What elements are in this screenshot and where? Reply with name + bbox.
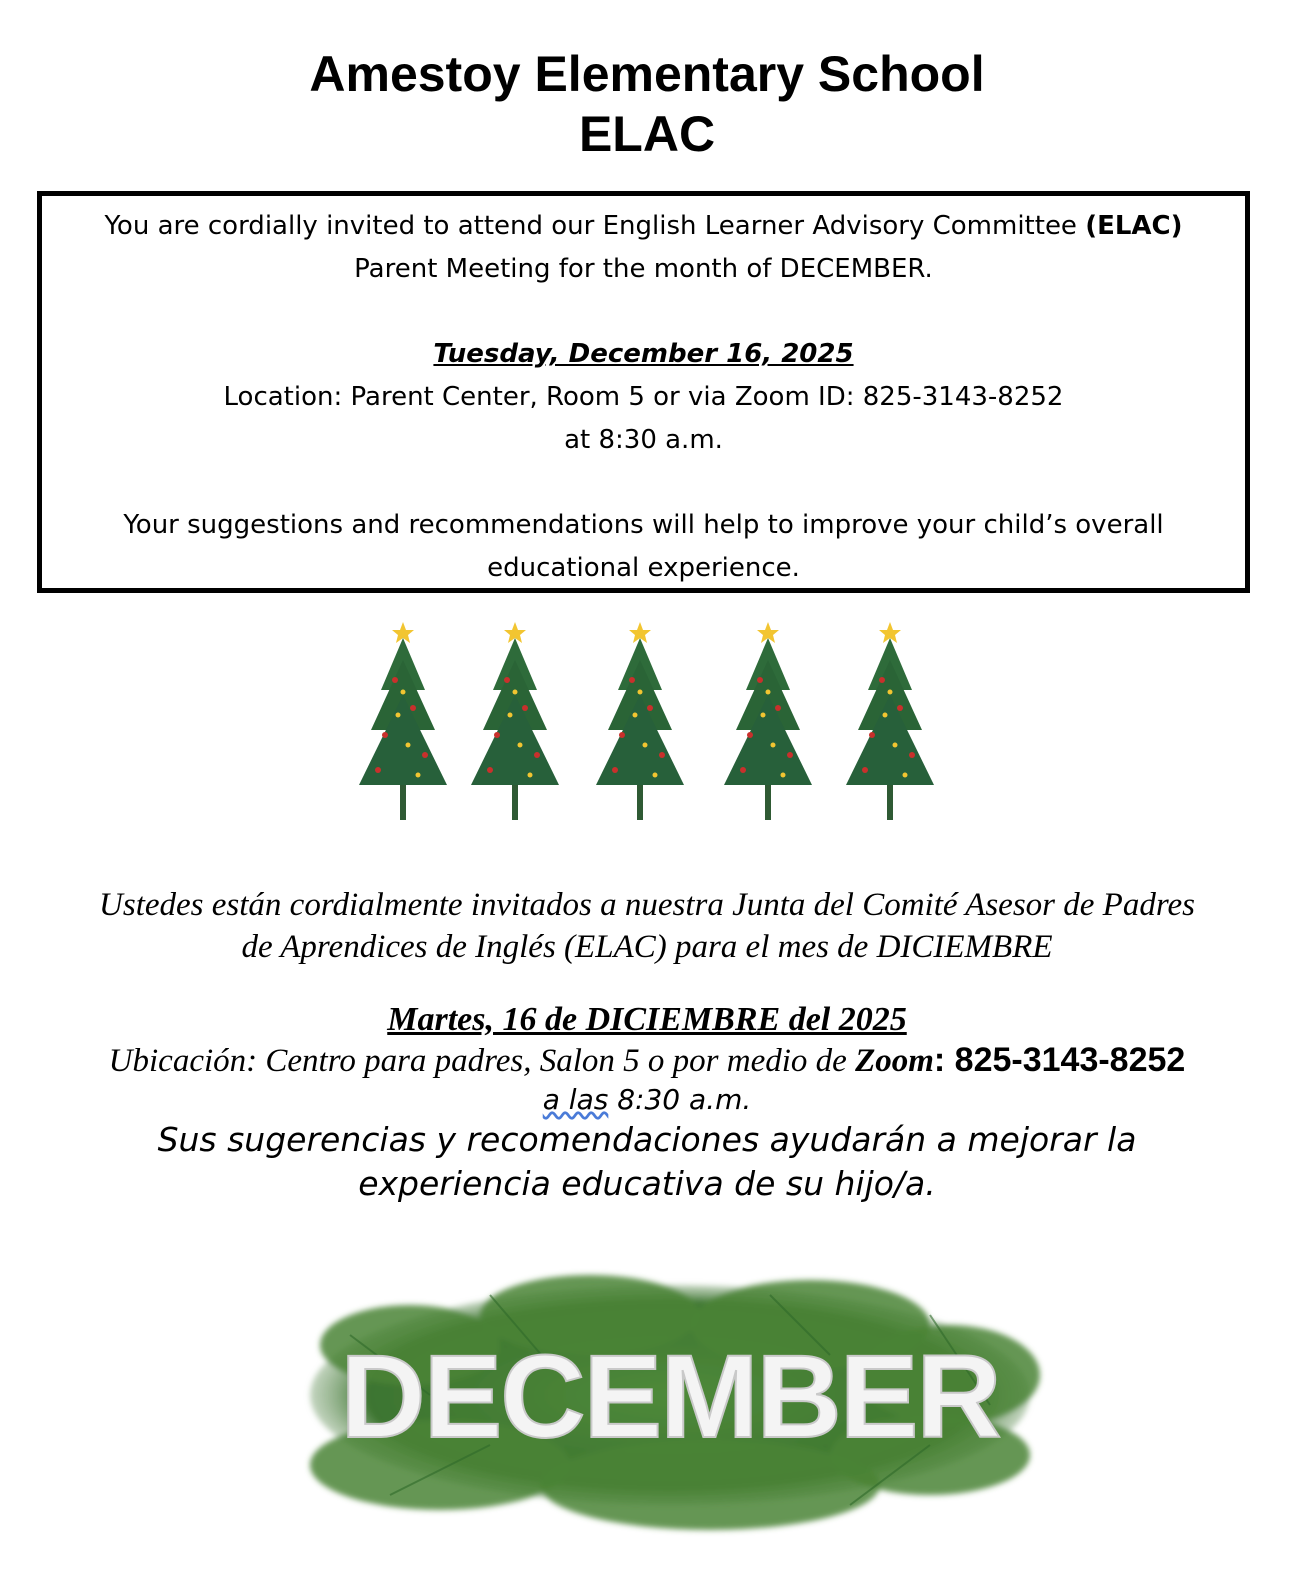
closing-line-1-en: Your suggestions and recommendations will help to improve your child’s overall <box>123 510 1164 540</box>
invitation-box-english <box>37 191 1250 593</box>
tree-icon-1 <box>359 622 447 820</box>
time-es-value: 8:30 a.m. <box>608 1083 752 1116</box>
meeting-location-es: Ubicación: Centro para padres, Salon 5 o por medio de Zoom: 825-3143-8252 <box>108 1041 1186 1079</box>
december-banner-text: DECEMBER <box>340 1331 1000 1463</box>
tree-icon-5 <box>846 622 934 820</box>
invite-es-line-2: de Aprendices de Inglés (ELAC) para el mes de DICIEMBRE <box>241 929 1053 965</box>
meeting-location-en: Location: Parent Center, Room 5 or via Zoom ID: 825-3143-8252 <box>223 382 1064 412</box>
christmas-trees-illustration <box>340 600 960 820</box>
committee-name: ELAC <box>578 106 716 162</box>
zoom-label-es: Zoom <box>855 1043 934 1079</box>
closing-es <box>0 1118 1294 1206</box>
closing-line-2-en: educational experience. <box>487 553 800 583</box>
elac-bold: (ELAC) <box>1085 211 1183 241</box>
school-name: Amestoy Elementary School <box>309 46 985 102</box>
december-banner-image <box>290 1255 1050 1555</box>
meeting-time-en: at 8:30 a.m. <box>564 425 723 455</box>
invite-line-2: Parent Meeting for the month of DECEMBER. <box>354 254 933 284</box>
meeting-time-es <box>0 1080 1294 1120</box>
tree-icon-4 <box>724 622 812 820</box>
invite-line-1: You are cordially invited to attend our English Learner Advisory Committee (ELAC) <box>104 211 1183 241</box>
closing-es-line-1: Sus sugerencias y recomendaciones ayudarán a mejorar la <box>157 1120 1137 1159</box>
invite-es-line-1: Ustedes están cordialmente invitados a nuestra Junta del Comité Asesor de Padres <box>99 887 1195 923</box>
meeting-date-en: Tuesday, December 16, 2025 <box>433 339 854 369</box>
meeting-date-es: Martes, 16 de DICIEMBRE del 2025 <box>387 1001 907 1038</box>
invitation-spanish <box>0 884 1294 968</box>
tree-icon-2 <box>471 622 559 820</box>
tree-icon-3 <box>596 622 684 820</box>
closing-es-line-2: experiencia educativa de su hijo/a. <box>358 1164 936 1203</box>
page-title <box>0 44 1294 164</box>
zoom-number-es: : 825-3143-8252 <box>933 1041 1186 1079</box>
time-es-a-las: a las <box>542 1083 609 1116</box>
